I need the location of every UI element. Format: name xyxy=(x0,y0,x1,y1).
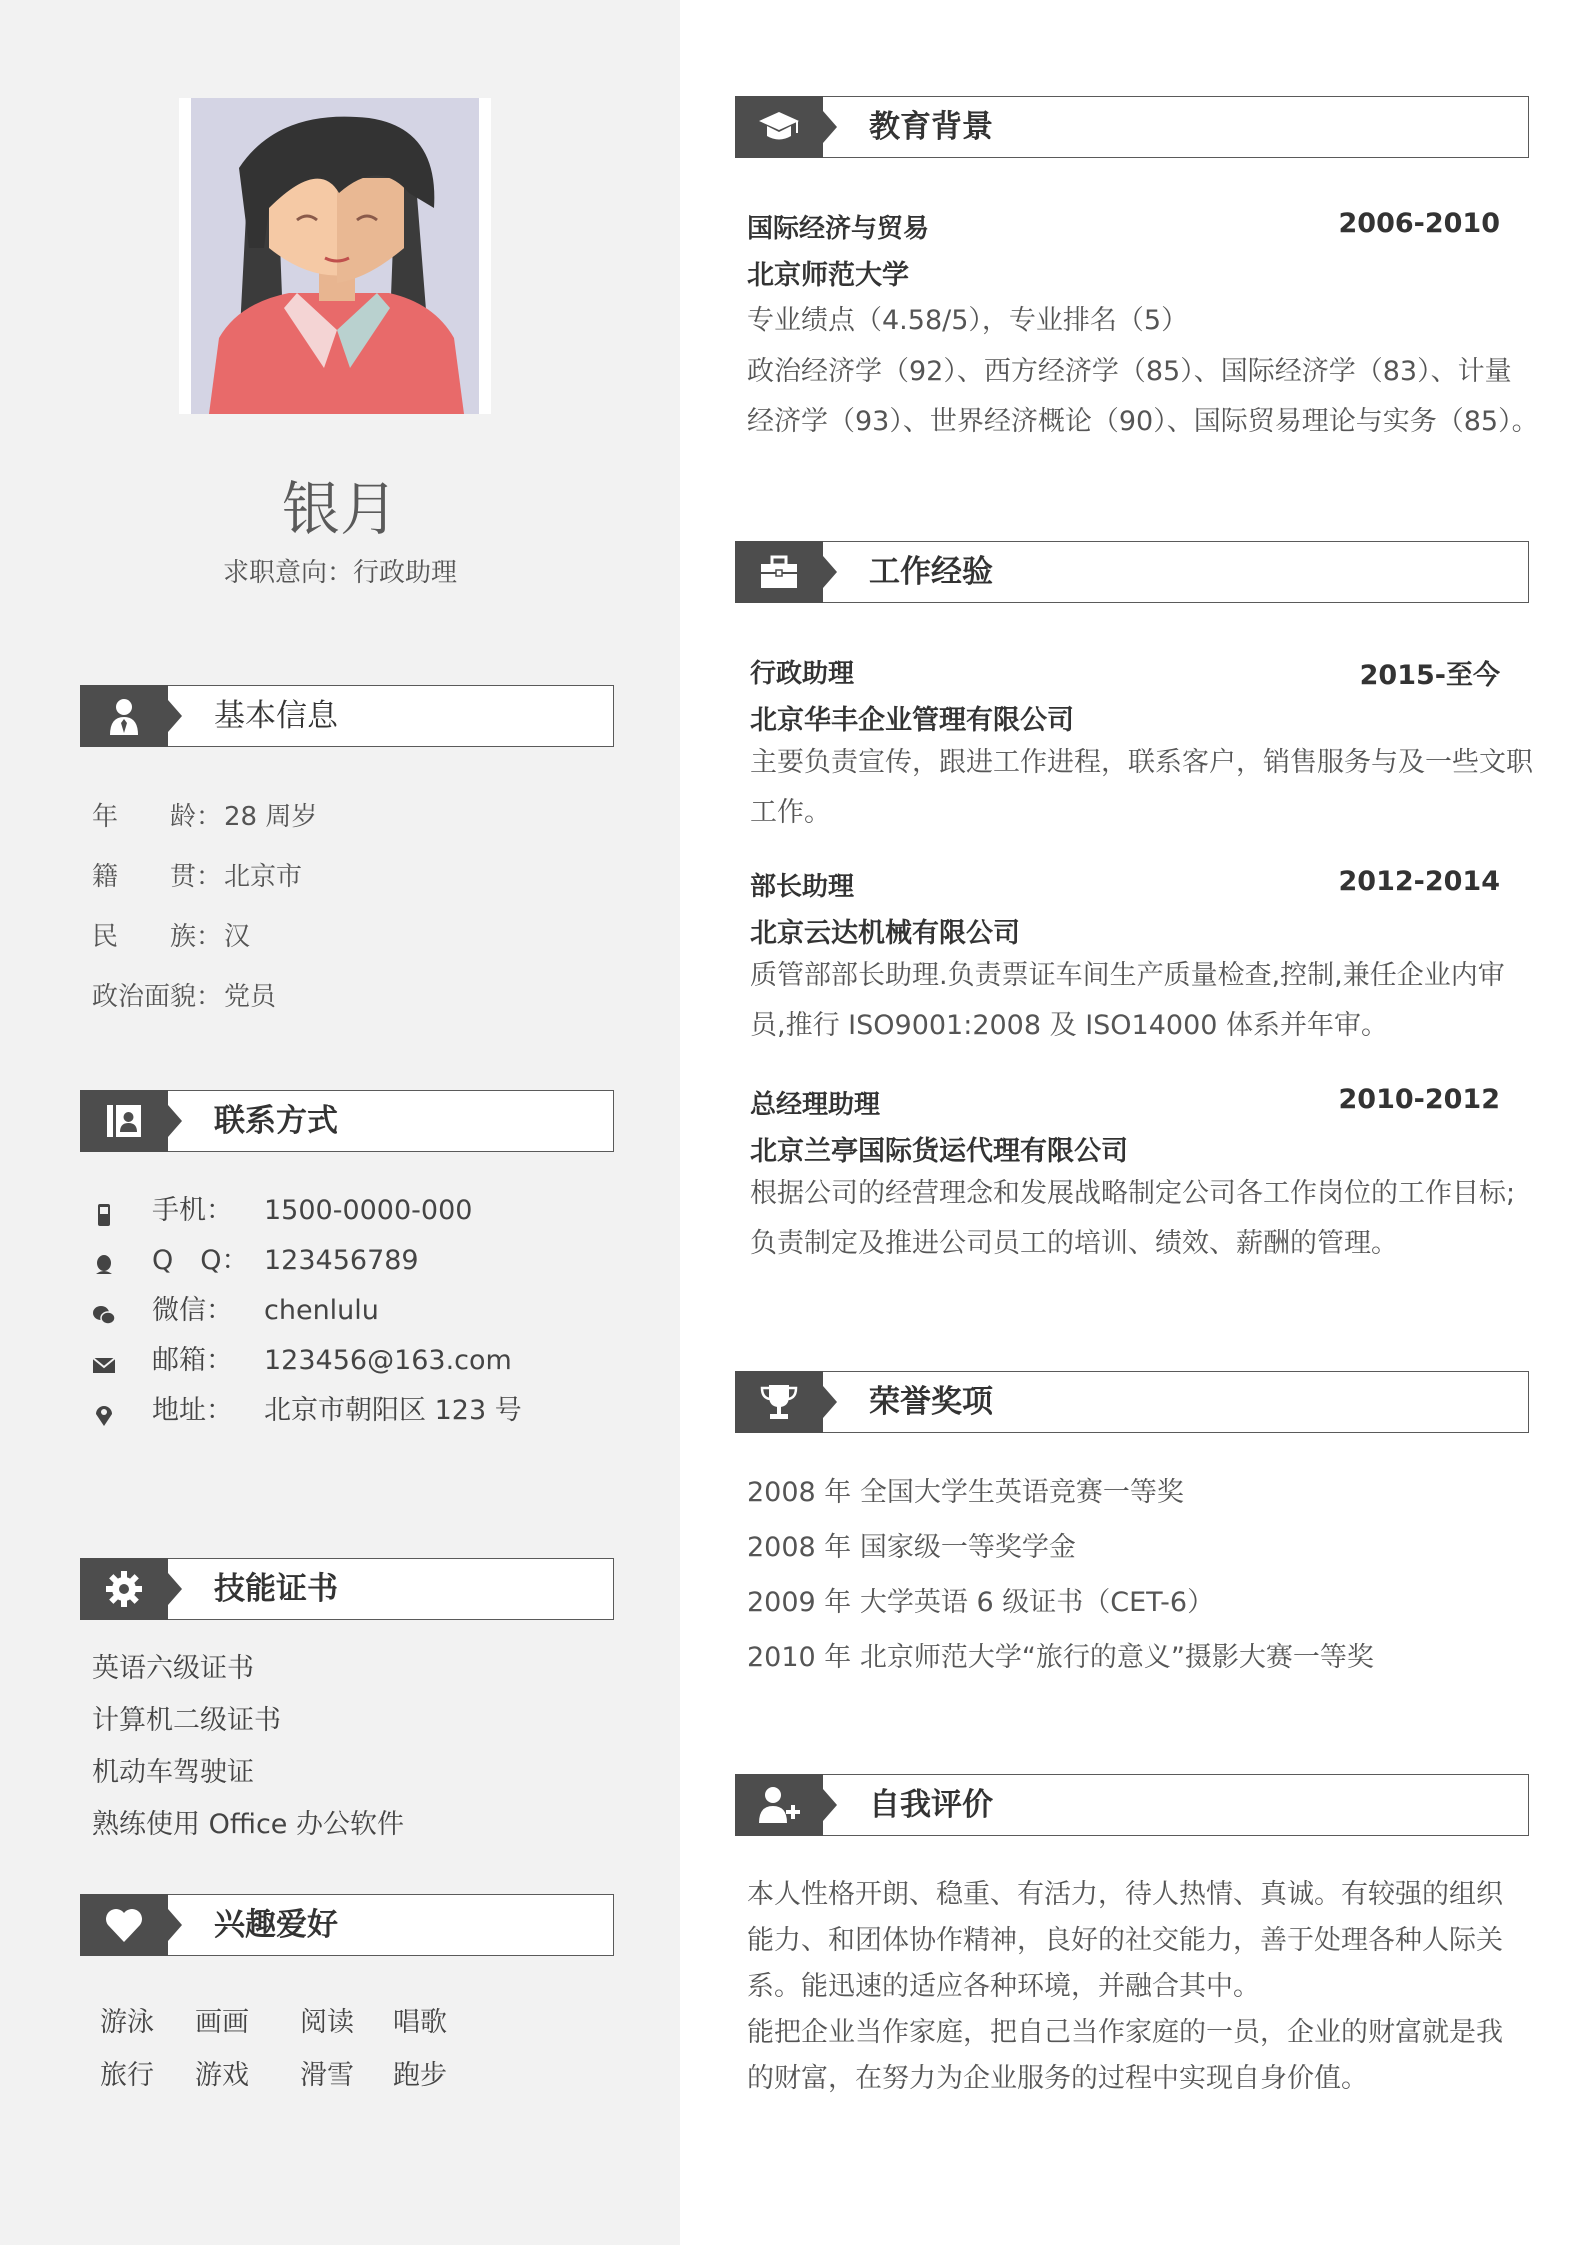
section-title: 联系方式 xyxy=(214,1103,338,1139)
hobby-item: 画画 xyxy=(195,2007,249,2038)
education-major: 国际经济与贸易 xyxy=(747,214,930,244)
work-company: 北京华丰企业管理有限公司 xyxy=(750,705,1074,736)
skill-item: 熟练使用 Office 办公软件 xyxy=(92,1809,404,1840)
education-school: 北京师范大学 xyxy=(747,260,909,291)
hobby-item: 阅读 xyxy=(300,2007,354,2038)
basic-info-age: 年 龄：28 周岁 xyxy=(92,802,318,832)
heart-icon xyxy=(80,1894,168,1956)
location-icon xyxy=(92,1399,116,1423)
graduation-cap-icon xyxy=(735,96,823,158)
education-courses: 政治经济学（92）、西方经济学（85）、国际经济学（83）、计量 xyxy=(747,356,1512,387)
work-company: 北京云达机械有限公司 xyxy=(750,918,1020,949)
basic-info-origin: 籍 贯：北京市 xyxy=(92,862,303,892)
skill-item: 机动车驾驶证 xyxy=(92,1757,254,1788)
section-title: 教育背景 xyxy=(869,109,993,145)
education-gpa: 专业绩点（4.58/5），专业排名（5） xyxy=(747,305,1189,336)
work-description: 主要负责宣传，跟进工作进程，联系客户，销售服务与及一些文职 xyxy=(750,747,1533,778)
basic-info-ethnicity: 民 族：汉 xyxy=(92,922,251,952)
award-item: 2008 年 国家级一等奖学金 xyxy=(747,1532,1076,1563)
self-evaluation-line: 本人性格开朗、稳重、有活力，待人热情、真诚。有较强的组织 xyxy=(747,1879,1503,1910)
work-period: 2010-2012 xyxy=(1338,1084,1500,1115)
section-header-self xyxy=(735,1774,1529,1836)
work-company: 北京兰亭国际货运代理有限公司 xyxy=(750,1136,1128,1167)
section-header-awards xyxy=(735,1371,1529,1433)
work-description: 负责制定及推进公司员工的培训、绩效、薪酬的管理。 xyxy=(750,1228,1398,1259)
work-description: 工作。 xyxy=(750,797,831,828)
section-title: 技能证书 xyxy=(214,1571,338,1607)
person-icon xyxy=(80,685,168,747)
education-period: 2006-2010 xyxy=(1338,208,1500,239)
contact-book-icon xyxy=(80,1090,168,1152)
award-item: 2009 年 大学英语 6 级证书（CET-6） xyxy=(747,1587,1215,1618)
wechat-icon xyxy=(92,1299,116,1323)
section-header-work xyxy=(735,541,1529,603)
work-description: 根据公司的经营理念和发展战略制定公司各工作岗位的工作目标; xyxy=(750,1178,1516,1209)
section-title: 基本信息 xyxy=(214,698,338,734)
gear-icon xyxy=(80,1558,168,1620)
work-title: 部长助理 xyxy=(750,872,855,902)
self-evaluation-line: 能力、和团体协作精神，良好的社交能力，善于处理各种人际关 xyxy=(747,1925,1503,1956)
mail-icon xyxy=(92,1349,116,1373)
hobby-item: 游戏 xyxy=(195,2060,249,2091)
section-header-basic xyxy=(80,685,614,747)
phone-icon xyxy=(92,1199,116,1223)
section-header-hobbies xyxy=(80,1894,614,1956)
section-title: 工作经验 xyxy=(869,554,993,590)
award-item: 2010 年 北京师范大学“旅行的意义”摄影大赛一等奖 xyxy=(747,1642,1374,1673)
hobby-item: 滑雪 xyxy=(300,2060,354,2091)
job-intent: 求职意向：行政助理 xyxy=(222,558,457,588)
work-description: 员,推行 ISO9001:2008 及 ISO14000 体系并年审。 xyxy=(750,1010,1389,1041)
section-title: 荣誉奖项 xyxy=(869,1384,993,1420)
work-period: 2015-至今 xyxy=(1359,660,1500,691)
hobby-item: 跑步 xyxy=(393,2060,447,2091)
hobby-item: 唱歌 xyxy=(393,2007,447,2038)
briefcase-icon xyxy=(735,541,823,603)
self-evaluation xyxy=(747,1872,1527,2102)
section-title: 兴趣爱好 xyxy=(214,1907,338,1943)
self-evaluation-line: 系。能迅速的适应各种环境，并融合其中。 xyxy=(747,1971,1260,2002)
section-title: 自我评价 xyxy=(869,1787,993,1823)
section-header-contact xyxy=(80,1090,614,1152)
hobby-item: 旅行 xyxy=(100,2060,154,2091)
section-header-skills xyxy=(80,1558,614,1620)
avatar xyxy=(179,98,491,414)
skill-item: 计算机二级证书 xyxy=(92,1705,281,1736)
work-title: 总经理助理 xyxy=(750,1090,881,1120)
section-header-education xyxy=(735,96,1529,158)
self-evaluation-line: 能把企业当作家庭，把自己当作家庭的一员，企业的财富就是我 xyxy=(747,2017,1503,2048)
work-period: 2012-2014 xyxy=(1338,866,1500,897)
self-evaluation-line: 的财富，在努力为企业服务的过程中实现自身价值。 xyxy=(747,2063,1368,2094)
work-description: 质管部部长助理.负责票证车间生产质量检查,控制,兼任企业内审 xyxy=(750,960,1505,991)
skill-item: 英语六级证书 xyxy=(92,1653,254,1684)
trophy-icon xyxy=(735,1371,823,1433)
profile-name: 银月 xyxy=(281,475,398,543)
work-title: 行政助理 xyxy=(750,659,855,689)
hobby-item: 游泳 xyxy=(100,2007,154,2038)
qq-icon xyxy=(92,1249,116,1273)
basic-info-political: 政治面貌：党员 xyxy=(92,982,277,1012)
add-user-icon xyxy=(735,1774,823,1836)
education-courses: 经济学（93）、世界经济概论（90）、国际贸易理论与实务（85）。 xyxy=(747,406,1539,437)
award-item: 2008 年 全国大学生英语竞赛一等奖 xyxy=(747,1477,1184,1508)
